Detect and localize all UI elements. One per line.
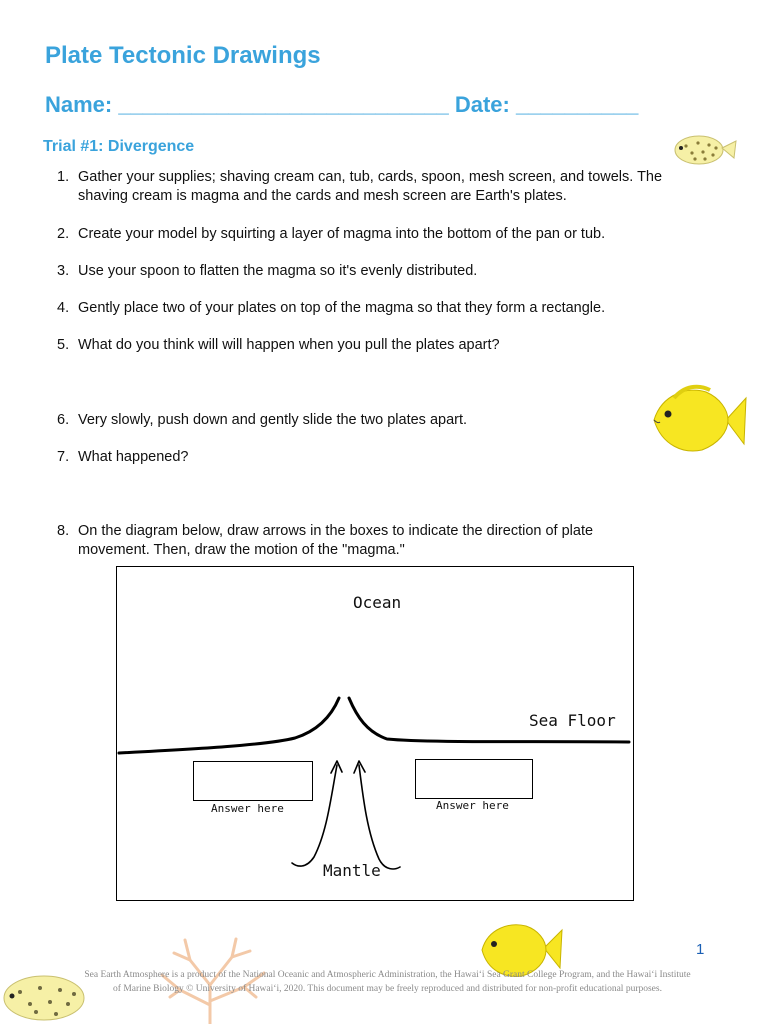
footer-line: of Marine Biology © University of Hawaiʻi, 2020. This document may be freely reproduced and distributed for non-profit educational purposes. <box>113 984 662 994</box>
boxfish-icon <box>672 128 738 170</box>
step-text: Gather your supplies; shaving cream can, tub, cards, spoon, mesh screen, and towels. The shaving cream is magma and the cards and mesh screen are Earth's plates. <box>78 169 663 204</box>
answer-box-left[interactable] <box>193 761 313 801</box>
footer-line: Sea Earth Atmosphere is a product of the National Oceanic and Atmospheric Administration, the Hawaiʻi Sea Grant College Program, and the Hawaiʻi Institute <box>84 970 691 980</box>
mantle-label: Mantle <box>323 861 381 880</box>
name-date-line[interactable]: Name: ___________________________ Date: __________ <box>45 92 639 117</box>
step-number: 2. <box>57 226 70 242</box>
step-text: Create your model by squirting a layer of magma into the bottom of the pan or tub. <box>78 226 606 242</box>
step-number: 8. <box>57 523 70 539</box>
page-title: Plate Tectonic Drawings <box>45 42 321 69</box>
diagram-drawing <box>117 567 635 902</box>
divergence-diagram <box>116 566 634 901</box>
answer-label-right: Answer here <box>436 799 509 812</box>
sea-floor-label: Sea Floor <box>529 711 616 730</box>
step-number: 4. <box>57 300 70 316</box>
step-number: 5. <box>57 337 70 353</box>
magma-arrow <box>359 765 400 869</box>
yellow-tang-fish-icon <box>648 384 748 456</box>
step-text: What do you think will will happen when you pull the plates apart? <box>78 337 500 353</box>
step-text: On the diagram below, draw arrows in the boxes to indicate the direction of plate movement. Then, draw the motion of the "magma." <box>78 523 594 558</box>
sea-floor-line <box>119 698 339 753</box>
answer-label-left: Answer here <box>211 802 284 815</box>
step-number: 1. <box>57 169 70 185</box>
step-number: 3. <box>57 263 70 279</box>
step-text: Gently place two of your plates on top of the magma so that they form a rectangle. <box>78 300 606 316</box>
step-text: Use your spoon to flatten the magma so it's evenly distributed. <box>78 263 478 279</box>
answer-box-right[interactable] <box>415 759 533 799</box>
step-number: 6. <box>57 412 70 428</box>
ocean-label: Ocean <box>353 593 402 612</box>
page-number: 1 <box>696 941 705 958</box>
step-number: 7. <box>57 449 70 465</box>
step-text: Very slowly, push down and gently slide the two plates apart. <box>78 412 468 428</box>
section-title: Trial #1: Divergence <box>43 138 195 155</box>
footer-credit <box>20 968 755 996</box>
step-text: What happened? <box>78 449 189 465</box>
